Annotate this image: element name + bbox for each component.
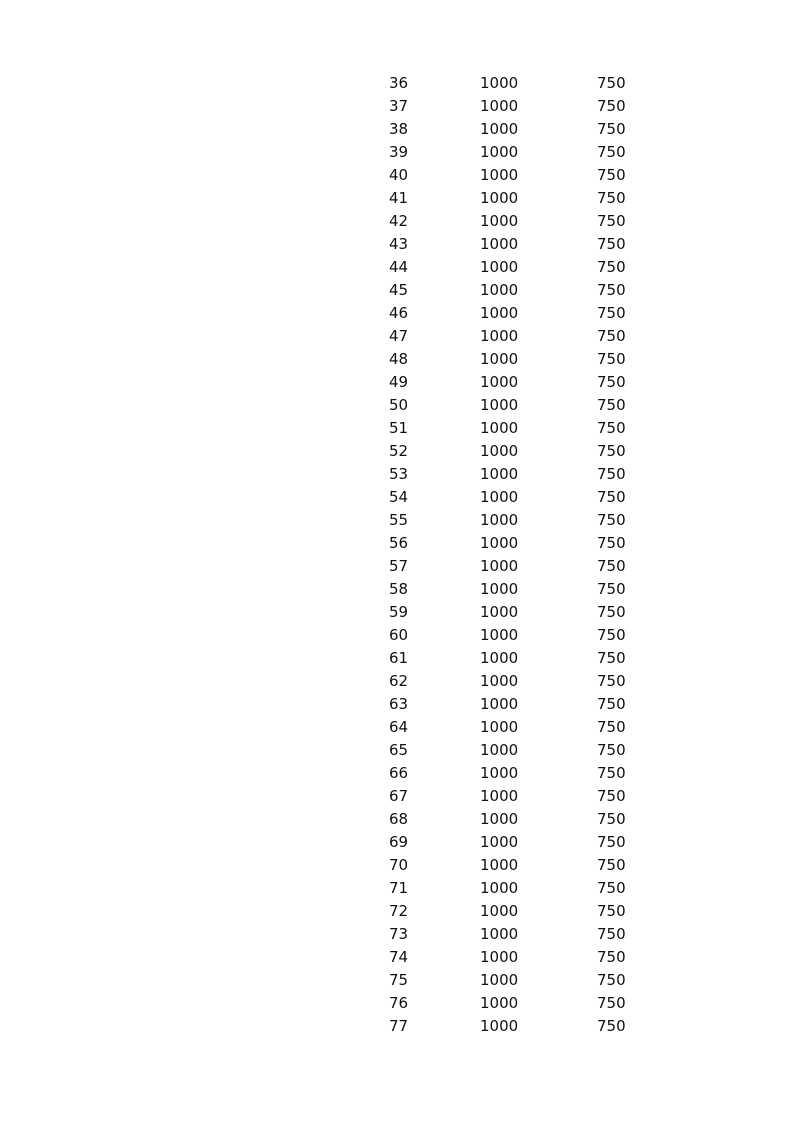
table-row <box>389 348 626 371</box>
value-b-cell: 750 <box>597 143 626 161</box>
value-a-cell: 1000 <box>480 948 519 966</box>
row-number-cell: 60 <box>389 626 409 644</box>
table-row <box>389 509 626 532</box>
value-b-cell: 750 <box>597 189 626 207</box>
value-b-cell: 750 <box>597 741 626 759</box>
table-row <box>389 555 626 578</box>
value-b-cell: 750 <box>597 603 626 621</box>
table-row <box>389 486 626 509</box>
table-row <box>389 923 626 946</box>
row-number-cell: 39 <box>389 143 409 161</box>
table-row <box>389 233 626 256</box>
value-a-cell: 1000 <box>480 465 519 483</box>
table-row <box>389 210 626 233</box>
table-row <box>389 187 626 210</box>
value-a-cell: 1000 <box>480 856 519 874</box>
table-row <box>389 900 626 923</box>
row-number-cell: 44 <box>389 258 409 276</box>
value-b-cell: 750 <box>597 626 626 644</box>
row-number-cell: 46 <box>389 304 409 322</box>
value-a-cell: 1000 <box>480 626 519 644</box>
row-number-cell: 56 <box>389 534 409 552</box>
value-b-cell: 750 <box>597 258 626 276</box>
row-number-cell: 63 <box>389 695 409 713</box>
value-a-cell: 1000 <box>480 810 519 828</box>
row-number-cell: 53 <box>389 465 409 483</box>
value-a-cell: 1000 <box>480 718 519 736</box>
value-b-cell: 750 <box>597 672 626 690</box>
table-row <box>389 716 626 739</box>
table-row <box>389 969 626 992</box>
value-b-cell: 750 <box>597 419 626 437</box>
table-row <box>389 739 626 762</box>
table-row <box>389 118 626 141</box>
value-a-cell: 1000 <box>480 925 519 943</box>
table-row <box>389 164 626 187</box>
table-row <box>389 785 626 808</box>
table-row <box>389 440 626 463</box>
table-row <box>389 762 626 785</box>
table-row <box>389 417 626 440</box>
table-row <box>389 877 626 900</box>
table-row <box>389 578 626 601</box>
value-a-cell: 1000 <box>480 74 519 92</box>
value-b-cell: 750 <box>597 212 626 230</box>
value-a-cell: 1000 <box>480 373 519 391</box>
value-b-cell: 750 <box>597 534 626 552</box>
value-b-cell: 750 <box>597 649 626 667</box>
table-row <box>389 670 626 693</box>
value-b-cell: 750 <box>597 810 626 828</box>
value-a-cell: 1000 <box>480 396 519 414</box>
value-b-cell: 750 <box>597 511 626 529</box>
row-number-cell: 64 <box>389 718 409 736</box>
value-a-cell: 1000 <box>480 281 519 299</box>
table-row <box>389 992 626 1015</box>
row-number-cell: 58 <box>389 580 409 598</box>
table-row <box>389 325 626 348</box>
value-b-cell: 750 <box>597 833 626 851</box>
table-row <box>389 72 626 95</box>
row-number-cell: 72 <box>389 902 409 920</box>
row-number-cell: 59 <box>389 603 409 621</box>
value-a-cell: 1000 <box>480 120 519 138</box>
table-row <box>389 256 626 279</box>
table-row <box>389 854 626 877</box>
value-a-cell: 1000 <box>480 879 519 897</box>
value-a-cell: 1000 <box>480 327 519 345</box>
value-b-cell: 750 <box>597 925 626 943</box>
row-number-cell: 37 <box>389 97 409 115</box>
row-number-cell: 54 <box>389 488 409 506</box>
value-b-cell: 750 <box>597 281 626 299</box>
table-row <box>389 1015 626 1038</box>
value-a-cell: 1000 <box>480 143 519 161</box>
row-number-cell: 71 <box>389 879 409 897</box>
value-a-cell: 1000 <box>480 534 519 552</box>
value-b-cell: 750 <box>597 879 626 897</box>
value-b-cell: 750 <box>597 235 626 253</box>
table-row <box>389 279 626 302</box>
value-b-cell: 750 <box>597 465 626 483</box>
row-number-cell: 69 <box>389 833 409 851</box>
table-row <box>389 601 626 624</box>
value-b-cell: 750 <box>597 764 626 782</box>
value-a-cell: 1000 <box>480 350 519 368</box>
row-number-cell: 76 <box>389 994 409 1012</box>
value-b-cell: 750 <box>597 350 626 368</box>
row-number-cell: 51 <box>389 419 409 437</box>
value-b-cell: 750 <box>597 557 626 575</box>
value-a-cell: 1000 <box>480 764 519 782</box>
row-number-cell: 61 <box>389 649 409 667</box>
row-number-cell: 36 <box>389 74 409 92</box>
row-number-cell: 74 <box>389 948 409 966</box>
value-a-cell: 1000 <box>480 258 519 276</box>
row-number-cell: 50 <box>389 396 409 414</box>
row-number-cell: 67 <box>389 787 409 805</box>
row-number-cell: 62 <box>389 672 409 690</box>
value-a-cell: 1000 <box>480 994 519 1012</box>
value-a-cell: 1000 <box>480 971 519 989</box>
value-a-cell: 1000 <box>480 166 519 184</box>
value-b-cell: 750 <box>597 74 626 92</box>
value-b-cell: 750 <box>597 994 626 1012</box>
data-table <box>389 72 626 1038</box>
value-a-cell: 1000 <box>480 649 519 667</box>
value-a-cell: 1000 <box>480 419 519 437</box>
row-number-cell: 47 <box>389 327 409 345</box>
value-a-cell: 1000 <box>480 672 519 690</box>
row-number-cell: 40 <box>389 166 409 184</box>
value-a-cell: 1000 <box>480 488 519 506</box>
value-a-cell: 1000 <box>480 787 519 805</box>
table-body <box>389 72 626 1038</box>
value-a-cell: 1000 <box>480 580 519 598</box>
table-row <box>389 394 626 417</box>
table-row <box>389 647 626 670</box>
table-row <box>389 693 626 716</box>
value-a-cell: 1000 <box>480 603 519 621</box>
table-row <box>389 463 626 486</box>
table-row <box>389 95 626 118</box>
row-number-cell: 43 <box>389 235 409 253</box>
row-number-cell: 42 <box>389 212 409 230</box>
row-number-cell: 70 <box>389 856 409 874</box>
row-number-cell: 49 <box>389 373 409 391</box>
table-row <box>389 946 626 969</box>
table-row <box>389 141 626 164</box>
table-row <box>389 624 626 647</box>
table-row <box>389 808 626 831</box>
table-row <box>389 371 626 394</box>
value-b-cell: 750 <box>597 97 626 115</box>
value-b-cell: 750 <box>597 442 626 460</box>
row-number-cell: 75 <box>389 971 409 989</box>
value-b-cell: 750 <box>597 1017 626 1035</box>
value-a-cell: 1000 <box>480 833 519 851</box>
row-number-cell: 77 <box>389 1017 409 1035</box>
row-number-cell: 55 <box>389 511 409 529</box>
value-a-cell: 1000 <box>480 212 519 230</box>
value-a-cell: 1000 <box>480 1017 519 1035</box>
value-a-cell: 1000 <box>480 97 519 115</box>
value-b-cell: 750 <box>597 580 626 598</box>
value-b-cell: 750 <box>597 971 626 989</box>
value-b-cell: 750 <box>597 948 626 966</box>
value-b-cell: 750 <box>597 166 626 184</box>
value-b-cell: 750 <box>597 120 626 138</box>
value-a-cell: 1000 <box>480 511 519 529</box>
value-b-cell: 750 <box>597 787 626 805</box>
value-a-cell: 1000 <box>480 695 519 713</box>
row-number-cell: 41 <box>389 189 409 207</box>
value-a-cell: 1000 <box>480 902 519 920</box>
row-number-cell: 57 <box>389 557 409 575</box>
value-b-cell: 750 <box>597 396 626 414</box>
value-b-cell: 750 <box>597 695 626 713</box>
row-number-cell: 65 <box>389 741 409 759</box>
row-number-cell: 38 <box>389 120 409 138</box>
value-b-cell: 750 <box>597 718 626 736</box>
value-a-cell: 1000 <box>480 235 519 253</box>
value-a-cell: 1000 <box>480 741 519 759</box>
value-b-cell: 750 <box>597 327 626 345</box>
value-b-cell: 750 <box>597 902 626 920</box>
value-b-cell: 750 <box>597 373 626 391</box>
table-row <box>389 302 626 325</box>
row-number-cell: 45 <box>389 281 409 299</box>
table-row <box>389 831 626 854</box>
value-a-cell: 1000 <box>480 557 519 575</box>
row-number-cell: 66 <box>389 764 409 782</box>
row-number-cell: 73 <box>389 925 409 943</box>
value-a-cell: 1000 <box>480 189 519 207</box>
value-b-cell: 750 <box>597 488 626 506</box>
row-number-cell: 52 <box>389 442 409 460</box>
value-b-cell: 750 <box>597 856 626 874</box>
row-number-cell: 48 <box>389 350 409 368</box>
row-number-cell: 68 <box>389 810 409 828</box>
table-row <box>389 532 626 555</box>
value-b-cell: 750 <box>597 304 626 322</box>
value-a-cell: 1000 <box>480 442 519 460</box>
value-a-cell: 1000 <box>480 304 519 322</box>
